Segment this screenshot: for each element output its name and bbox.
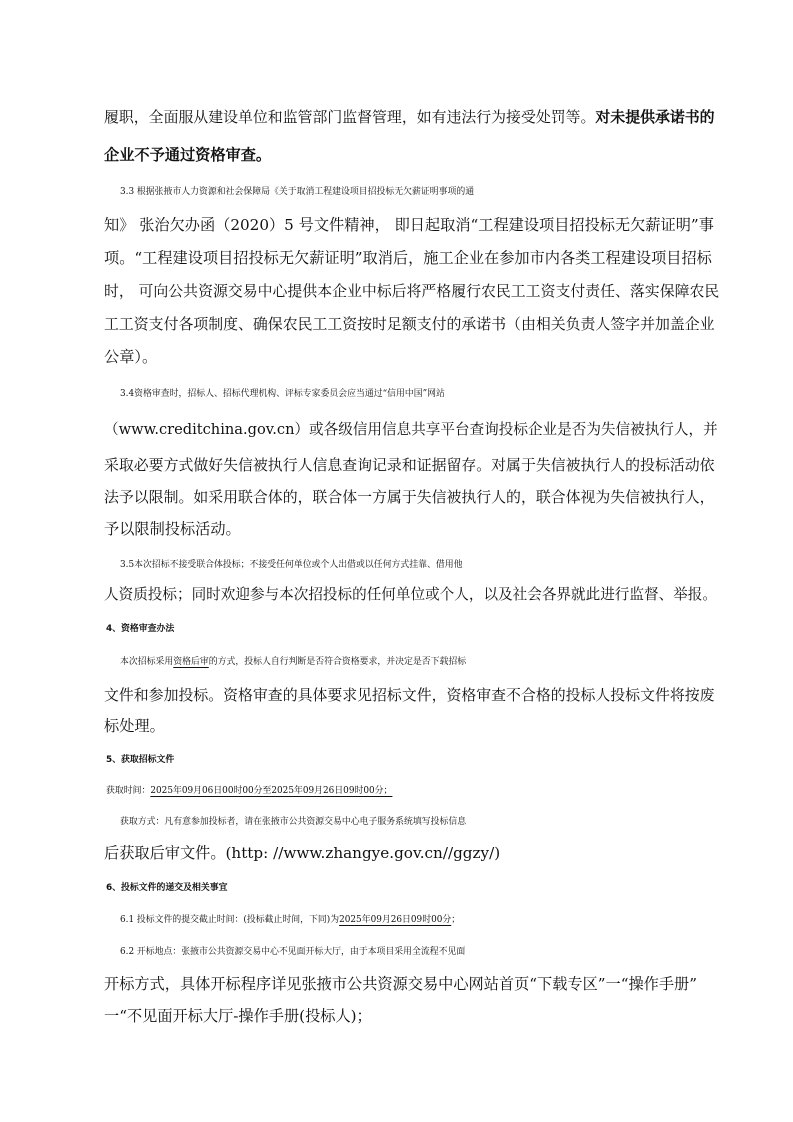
acquire-time-label: 获取时间：	[106, 786, 151, 796]
item-6-2-line: 开标方式，具体开标程序详见张掖市公共资源交易中心网站首页“下载专区”一“操作手册”	[104, 975, 697, 993]
item-6-1-text: 6.1 投标文件的提交截止时间：(投标截止时间，下同)为	[120, 915, 340, 925]
deadline-value: 2025年09月26日09时00分	[339, 915, 452, 925]
clause-3-4-line: 予以限制投标活动。	[104, 520, 241, 538]
item-6-1-line	[120, 910, 740, 930]
item-6-2-line: 一“不见面开标大厅-操作手册(投标人)；	[104, 1007, 372, 1025]
clause-3-3-line: 知》 张治欠办函（2020）5 号文件精神， 即日起取消“工程建设项目招投标无欠薪证明”事	[104, 216, 714, 234]
section-4-line: 文件和参加投标。资格审查的具体要求见招标文件，资格审查不合格的投标人投标文件将按废	[104, 686, 715, 704]
section-6-heading: 6、投标文件的递交及相关事宜	[106, 883, 228, 893]
underlined-term: 资格后审	[173, 657, 209, 667]
acquire-time-line	[106, 781, 726, 801]
acquire-method-line: 获取方式：凡有意参加投标者，请在张掖市公共资源交易中心电子服务系统填写投标信息	[120, 817, 467, 827]
clause-3-4-line: 3.4资格审查时，招标人、招标代理机构、评标专家委员会应当通过“信用中国”网站	[120, 389, 445, 399]
clause-3-4-line: 法予以限制。如采用联合体的，联合体一方属于失信被执行人的，联合体视为失信被执行人，	[104, 488, 715, 506]
acquire-method-line: 后获取后审文件。(http: //www.zhangye.gov.cn//ggzy/)	[104, 844, 501, 862]
clause-3-3-line: 3.3 根据张掖市人力资源和社会保障局《关于取消工程建设项目招投标无欠薪证明事项的通	[120, 187, 475, 197]
clause-3-3-line: 项。“工程建设项目招投标无欠薪证明”取消后，施工企业在参加市内各类工程建设项目招标	[104, 249, 712, 267]
clause-3-5-line: 3.5本次招标不接受联合体投标；不接受任何单位或个人出借或以任何方式挂靠、借用他	[120, 560, 463, 570]
section-5-heading: 5、获取招标文件	[106, 755, 175, 765]
section-4-line	[120, 652, 740, 672]
section-4-text: 本次招标采用	[120, 657, 174, 667]
bold-text: 对未提供承诺书的	[595, 108, 715, 126]
clause-3-3-line: 时， 可向公共资源交易中心提供本企业中标后将严格履行农民工工资支付责任、落实保障农民	[104, 282, 720, 300]
paragraph-text: 履职，全面服从建设单位和监管部门监督管理，如有违法行为接受处罚等。	[104, 108, 596, 126]
clause-3-4-line: 采取必要方式做好失信被执行人信息查询记录和证据留存。对属于失信被执行人的投标活动依	[104, 456, 715, 474]
paragraph-line	[104, 107, 724, 127]
paragraph-line: 企业不予通过资格审查。	[104, 146, 272, 164]
item-6-1-text: ；	[451, 915, 461, 925]
section-4-heading: 4、资格审查办法	[106, 624, 175, 634]
section-4-text: 的方式，投标人自行判断是否符合资格要求，并决定是否下载招标	[208, 657, 467, 667]
clause-3-3-line: 工工资支付各项制度、确保农民工工资按时足额支付的承诺书（由相关负责人签字并加盖企业	[104, 315, 715, 333]
item-6-2-line: 6.2 开标地点：张掖市公共资源交易中心不见面开标大厅，由于本项目采用全流程不见面	[120, 947, 466, 957]
clause-3-3-line: 公章）。	[104, 348, 158, 366]
acquire-time-value: 2025年09月06日00时00分至2025年09月26日09时00分；	[150, 786, 393, 796]
section-4-line: 标处理。	[104, 717, 165, 735]
clause-3-4-line: （www.creditchina.gov.cn）或各级信用信息共享平台查询投标企业是否为失信被执行人，并	[104, 421, 718, 438]
clause-3-5-line: 人资质投标；同时欢迎参与本次招投标的任何单位或个人，以及社会各界就此进行监督、举报。	[104, 586, 717, 603]
